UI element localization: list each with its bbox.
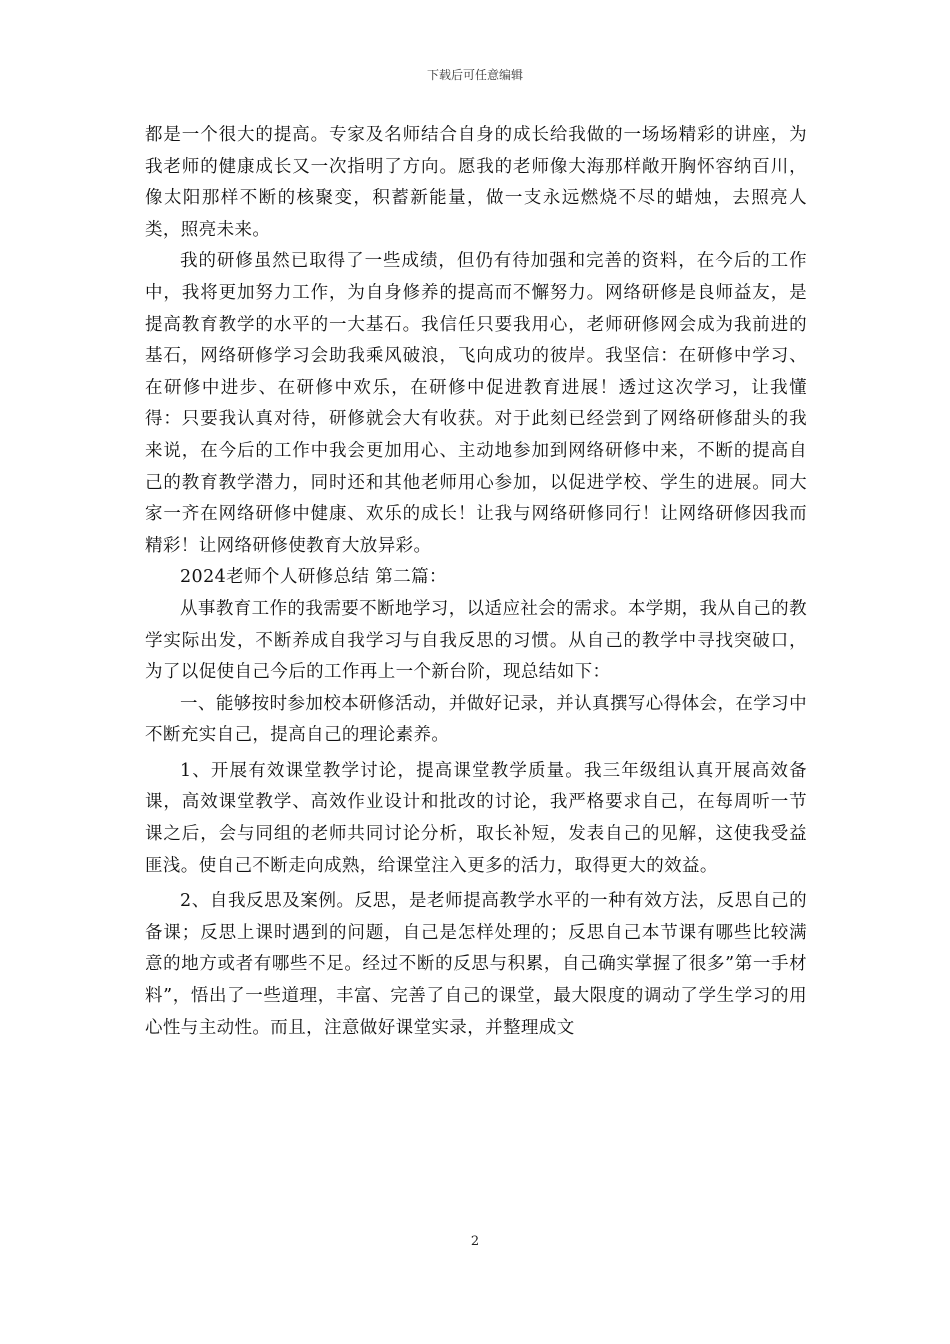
page-header: 下载后可任意编辑 (426, 68, 523, 82)
document-body (145, 120, 807, 1044)
section-heading: 2024老师个人研修总结 第二篇： (180, 567, 447, 588)
paragraph-continuation: 都是一个很大的提高。专家及名师结合自身的成长给我做的一场场精彩的讲座，为我老师的健康成长又一次指明了方向。愿我的老师像大海那样敞开胸怀容纳百川，像太阳那样不断的核聚变，积蓄新能量，做一支永远燃烧不尽的蜡烛，去照亮人类，照亮未来。 (145, 125, 807, 240)
paragraph-item-1: 1、开展有效课堂教学讨论，提高课堂教学质量。我三年级组认真开展高效备课，高效课堂教学、高效作业设计和批改的讨论，我严格要求自己，在每周听一节课之后，会与同组的老师共同讨论分析，取长补短，发表自己的见解，这使我受益匪浅。使自己不断走向成熟，给课堂注入更多的活力，取得更大的效益。 (145, 760, 807, 876)
page-number: 2 (470, 1234, 480, 1249)
paragraph-item-2: 2、自我反思及案例。反思，是老师提高教学水平的一种有效方法，反思自己的备课；反思上课时遇到的问题，自己是怎样处理的；反思自己本节课有哪些比较满意的地方或者有哪些不足。经过不断的反思与积累，自己确实掌握了很多”第一手材料”，悟出了一些道理，丰富、完善了自己的课堂，最大限度的调动了学生学习的用心性与主动性。而且，注意做好课堂实录，并整理成文 (145, 891, 807, 1038)
paragraph-point-one: 一、能够按时参加校本研修活动，并做好记录，并认真撰写心得体会，在学习中不断充实自己，提高自己的理论素养。 (145, 693, 807, 746)
paragraph-intro: 从事教育工作的我需要不断地学习，以适应社会的需求。本学期，我从自己的教学实际出发，不断养成自我学习与自我反思的习惯。从自己的教学中寻找突破口，为了以促使自己今后的工作再上一个新台阶，现总结如下： (145, 598, 807, 683)
paragraph-research-summary: 我的研修虽然已取得了一些成绩，但仍有待加强和完善的资料，在今后的工作中，我将更加努力工作，为自身修养的提高而不懈努力。网络研修是良师益友，是提高教育教学的水平的一大基石。我信任只要我用心，老师研修网会成为我前进的基石，网络研修学习会助我乘风破浪，飞向成功的彼岸。我坚信：在研修中学习、在研修中进步、在研修中欢乐，在研修中促进教育进展！透过这次学习，让我懂得：只要我认真对待，研修就会大有收获。对于此刻已经尝到了网络研修甜头的我来说，在今后的工作中我会更加用心、主动地参加到网络研修中来，不断的提高自己的教育教学潜力，同时还和其他老师用心参加，以促进学校、学生的进展。同大家一齐在网络研修中健康、欢乐的成长！让我与网络研修同行！让网络研修因我而精彩！让网络研修使教育大放异彩。 (145, 251, 807, 556)
